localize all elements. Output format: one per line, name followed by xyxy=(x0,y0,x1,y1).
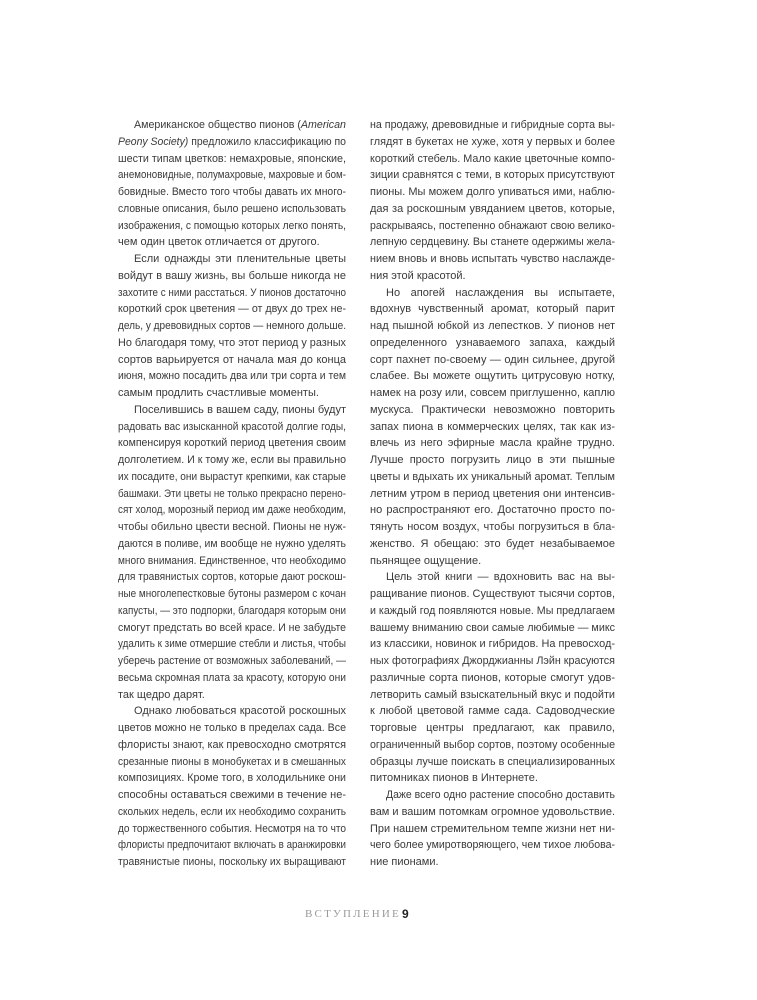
text-segment: Если однажды эти пленительные цветы xyxy=(134,253,346,265)
text-line xyxy=(118,603,346,620)
text-segment: композициях. Кроме того, в холодильнике они xyxy=(118,772,346,785)
text-segment: нием вновь и вновь испытать чувство наслажде- xyxy=(370,253,615,265)
text-line xyxy=(118,435,346,452)
text-segment: Однако любоваться красотой роскошных xyxy=(134,705,346,718)
text-segment: и каждый год появляются новые. Мы предлагаем xyxy=(370,604,615,617)
text-segment: короткий стебель. Мало какие цветочные компо- xyxy=(370,152,615,165)
text-line xyxy=(370,151,615,168)
text-segment: вам и вашим потомкам огромное удовольствие. xyxy=(370,805,615,818)
text-segment: на продажу, древовидные и гибридные сорта вы- xyxy=(370,119,615,131)
text-line xyxy=(370,134,615,151)
text-line xyxy=(118,452,346,469)
text-line xyxy=(118,318,346,335)
text-segment: сортов варьируется от начала мая до конца xyxy=(118,353,346,366)
text-segment: ние пионами. xyxy=(370,856,439,868)
text-line xyxy=(370,486,615,503)
text-segment: чтобы обильно цвести весной. Пионы не нуж- xyxy=(118,521,346,533)
text-line xyxy=(370,452,615,469)
text-line xyxy=(370,687,615,704)
text-segment: чем один цветок отличается от другого. xyxy=(118,236,320,249)
text-line xyxy=(118,636,346,653)
text-segment: даются в поливе, им вообще не нужно уделять xyxy=(118,537,346,550)
text-segment: над пышной юбкой из лепестков. У пионов нет xyxy=(370,320,615,332)
text-segment: ные многолепестковые бутоны размером с кочан xyxy=(118,588,346,600)
text-segment: дая за роскошным увяданием цветов, которые, xyxy=(370,202,615,215)
text-segment: торговые центры предлагают, как правило, xyxy=(370,722,615,734)
text-line xyxy=(118,737,346,754)
text-line xyxy=(118,335,346,352)
text-segment: ных фотографиях Джорджианны Лэйн красуются xyxy=(370,655,615,667)
text-line xyxy=(118,703,346,720)
paragraph xyxy=(370,787,615,871)
text-line xyxy=(118,301,346,318)
text-line xyxy=(118,586,346,603)
text-segment: чего более умиротворяющего, чем тихое любова- xyxy=(370,839,615,852)
text-segment: пьянящее ощущение. xyxy=(370,554,482,567)
text-line xyxy=(370,586,615,603)
text-segment: флористы предпочитают включать в аранжировки xyxy=(118,839,346,852)
text-segment: Но апогей наслаждения вы испытаете, xyxy=(386,286,615,299)
text-segment: запах пиона в коммерческих целях, так как из- xyxy=(370,420,615,433)
text-line xyxy=(118,352,346,369)
text-segment: влечь из него эфирные масла крайне трудно. xyxy=(370,437,615,450)
paragraph xyxy=(370,285,615,570)
text-line xyxy=(370,569,615,586)
text-segment: летворить самый взыскательный вкус и подойти xyxy=(370,688,615,701)
text-segment: шести типам цветков: немахровые, японские, xyxy=(118,152,346,165)
text-line xyxy=(370,854,615,871)
text-segment: июня, можно посадить два или три сорта и тем xyxy=(118,370,346,383)
text-segment: сорт пахнет по-своему — один сильнее, другой xyxy=(370,353,615,366)
text-line xyxy=(370,435,615,452)
text-segment: анемоновидные, полумахровые, махровые и бом- xyxy=(118,169,346,182)
text-line xyxy=(370,301,615,318)
text-segment: женство. Я обещаю: это будет незабываемое xyxy=(370,537,615,550)
paragraph xyxy=(118,117,346,251)
text-segment: Цель этой книги — вдохновить вас на вы- xyxy=(386,571,615,584)
text-segment: дель, у древовидных сортов — немного дольше. xyxy=(118,320,346,332)
text-segment: питомниках пионов в Интернете. xyxy=(370,772,538,785)
text-line xyxy=(118,620,346,637)
text-line xyxy=(370,770,615,787)
text-line xyxy=(118,469,346,486)
text-segment: зиции сравнятся с теми, в которых присутствуют xyxy=(370,169,615,182)
text-line xyxy=(118,184,346,201)
text-segment: Даже всего одно растение способно доставить xyxy=(386,789,615,801)
text-line xyxy=(118,687,346,704)
text-line xyxy=(118,486,346,503)
text-line xyxy=(118,117,346,134)
text-segment: вашему вниманию свои самые любимые — микс xyxy=(370,621,615,634)
text-line xyxy=(370,837,615,854)
text-column-right xyxy=(370,117,615,871)
text-segment: ращивание пионов. Существуют тысячи сортов, xyxy=(370,588,615,600)
text-segment: башмаки. Эти цветы не только прекрасно перено- xyxy=(118,487,346,500)
text-line xyxy=(370,402,615,419)
text-line xyxy=(370,251,615,268)
text-line xyxy=(118,251,346,268)
text-line xyxy=(118,402,346,419)
text-segment: так щедро дарят. xyxy=(118,688,205,701)
text-segment: При нашем стремительном темпе жизни нет ни- xyxy=(370,822,615,835)
text-line xyxy=(370,234,615,251)
text-segment: захотите с ними расстаться. У пионов достаточно xyxy=(118,286,346,299)
text-segment: уберечь растение от возможных заболеваний, — xyxy=(118,655,346,667)
text-segment: их посадите, они вырастут крепкими, как старые xyxy=(118,470,346,483)
text-segment: словные описания, было решено использовать xyxy=(118,202,346,215)
paragraph xyxy=(118,402,346,704)
text-line xyxy=(118,151,346,168)
text-line xyxy=(370,804,615,821)
text-line xyxy=(370,385,615,402)
text-line xyxy=(370,720,615,737)
text-line xyxy=(370,201,615,218)
text-segment: до торжественного события. Несмотря на то что xyxy=(118,822,346,835)
text-segment: радовать вас изысканной красотой долгие годы, xyxy=(118,420,346,433)
text-line xyxy=(118,167,346,184)
page-number: 9 xyxy=(402,907,409,921)
text-line xyxy=(370,167,615,184)
page-footer xyxy=(0,908,757,928)
paragraph xyxy=(118,251,346,402)
text-line xyxy=(370,553,615,570)
text-segment: удалить к зиме отмершие стебли и листья, чтобы xyxy=(118,638,346,651)
text-segment: долголетием. И к тому же, если вы правильно xyxy=(118,454,346,466)
text-line xyxy=(118,385,346,402)
text-segment: цветы и вдыхать их уникальный аромат. Теплым xyxy=(370,470,615,483)
text-line xyxy=(370,268,615,285)
text-segment: лепную сердцевину. Вы станете одержимы жела- xyxy=(370,236,615,249)
text-segment: бовидные. Вместо того чтобы давать их много- xyxy=(118,186,346,198)
text-line xyxy=(370,335,615,352)
text-line xyxy=(118,419,346,436)
text-line xyxy=(118,821,346,838)
text-segment: но распространяют его. Достаточно просто по- xyxy=(370,504,615,517)
text-line xyxy=(370,469,615,486)
text-segment: к любой цветовой гамме сада. Садоводческие xyxy=(370,705,615,718)
text-line xyxy=(118,553,346,570)
text-segment: предложило классификацию по xyxy=(188,135,346,148)
text-segment: капусты, — это подпорки, благодаря которым они xyxy=(118,604,346,617)
text-line xyxy=(370,620,615,637)
text-segment: определенного узнаваемого запаха, каждый xyxy=(370,336,615,349)
text-segment: пионы. Мы можем долго упиваться ими, наблю- xyxy=(370,186,615,198)
text-segment: ограниченный выбор сортов, поэтому особенные xyxy=(370,738,615,751)
text-segment: способны оставаться свежими в течение не- xyxy=(118,789,346,801)
text-line xyxy=(118,787,346,804)
text-segment: изображения, с помощью которых легко понять, xyxy=(118,219,346,232)
text-line xyxy=(370,502,615,519)
text-segment: сят холод, морозный период им даже необходим, xyxy=(118,504,346,517)
text-line xyxy=(370,603,615,620)
text-line xyxy=(118,502,346,519)
text-segment: слабее. Вы можете ощутить цитрусовую нотку, xyxy=(370,370,615,383)
text-line xyxy=(370,184,615,201)
text-segment: срезанные пионы в монобукетах и в смешанных xyxy=(118,755,346,768)
text-segment: скольких недель, если их необходимо сохранить xyxy=(118,805,346,818)
text-segment: для травянистых сортов, которые дают роскош- xyxy=(118,571,346,584)
text-line xyxy=(118,670,346,687)
text-line xyxy=(118,519,346,536)
text-line xyxy=(118,569,346,586)
text-line xyxy=(370,536,615,553)
text-segment: ния этой красотой. xyxy=(370,269,466,282)
text-segment: войдут в вашу жизнь, вы больше никогда не xyxy=(118,269,346,282)
text-segment: Американское общество пионов ( xyxy=(134,119,301,131)
italic-text: American xyxy=(300,119,346,131)
paragraph xyxy=(118,703,346,871)
text-line xyxy=(370,285,615,302)
text-line xyxy=(370,419,615,436)
text-segment: цветов можно не только в пределах сада. Все xyxy=(118,722,346,734)
text-line xyxy=(370,318,615,335)
text-line xyxy=(118,201,346,218)
text-segment: образцы лучше поискать в специализированных xyxy=(370,755,615,768)
text-line xyxy=(118,837,346,854)
text-line xyxy=(118,285,346,302)
text-segment: мускуса. Практически невозможно повторить xyxy=(370,403,615,416)
text-line xyxy=(370,636,615,653)
text-line xyxy=(118,754,346,771)
text-segment: различные сорта пионов, которые смогут удов- xyxy=(370,671,615,684)
text-segment: весьма скромная плата за красоту, которую они xyxy=(118,671,346,684)
text-segment: короткий срок цветения — от двух до трех не- xyxy=(118,303,346,316)
running-section-title: ВСТУПЛЕНИЕ xyxy=(305,908,401,920)
text-segment: смогут предстать во всей красе. И не забудьте xyxy=(118,621,346,634)
text-segment: намек на розу или, совсем приглушенно, каплю xyxy=(370,387,615,399)
text-segment: много внимания. Единственное, что необходимо xyxy=(118,554,346,567)
text-line xyxy=(370,787,615,804)
text-line xyxy=(370,218,615,235)
text-segment: глядят в букетах не хуже, хотя у первых и более xyxy=(370,135,615,148)
text-line xyxy=(118,268,346,285)
text-line xyxy=(118,720,346,737)
text-line xyxy=(118,368,346,385)
text-line xyxy=(370,670,615,687)
text-segment: флористы знают, как превосходно смотрятся xyxy=(118,738,346,751)
text-line xyxy=(370,352,615,369)
paragraph xyxy=(370,569,615,787)
text-line xyxy=(370,653,615,670)
text-segment: травянистые пионы, поскольку их выращивают xyxy=(118,856,346,868)
text-line xyxy=(370,368,615,385)
text-column-left xyxy=(118,117,346,871)
text-line xyxy=(370,703,615,720)
text-segment: компенсируя короткий период цветения своим xyxy=(118,437,346,450)
text-line xyxy=(370,519,615,536)
text-line xyxy=(370,117,615,134)
text-segment: Поселившись в вашем саду, пионы будут xyxy=(134,403,346,416)
text-segment: тянуть носом воздух, чтобы погрузиться в бла- xyxy=(370,521,615,533)
text-line xyxy=(118,134,346,151)
text-segment: летним утром в период цветения они интенсив- xyxy=(370,487,615,500)
text-segment: самым продлить счастливые моменты. xyxy=(118,387,319,399)
text-segment: Лучше просто погрузить лицо в эти пышные xyxy=(370,454,615,466)
text-line xyxy=(370,737,615,754)
text-line xyxy=(118,653,346,670)
text-segment: Но благодаря тому, что этот период у разных xyxy=(118,336,346,349)
text-line xyxy=(370,821,615,838)
text-line xyxy=(118,218,346,235)
text-line xyxy=(118,770,346,787)
text-line xyxy=(118,854,346,871)
text-line xyxy=(370,754,615,771)
text-segment: вдохнув чувственный аромат, который парит xyxy=(370,303,615,316)
text-line xyxy=(118,234,346,251)
paragraph xyxy=(370,117,615,285)
italic-text: Peony Society) xyxy=(118,135,189,148)
text-line xyxy=(118,804,346,821)
text-segment: раскрываясь, постепенно обнажают свою велико- xyxy=(370,219,615,232)
text-line xyxy=(118,536,346,553)
text-segment: из классики, новинок и гибридов. На превосход- xyxy=(370,638,615,651)
